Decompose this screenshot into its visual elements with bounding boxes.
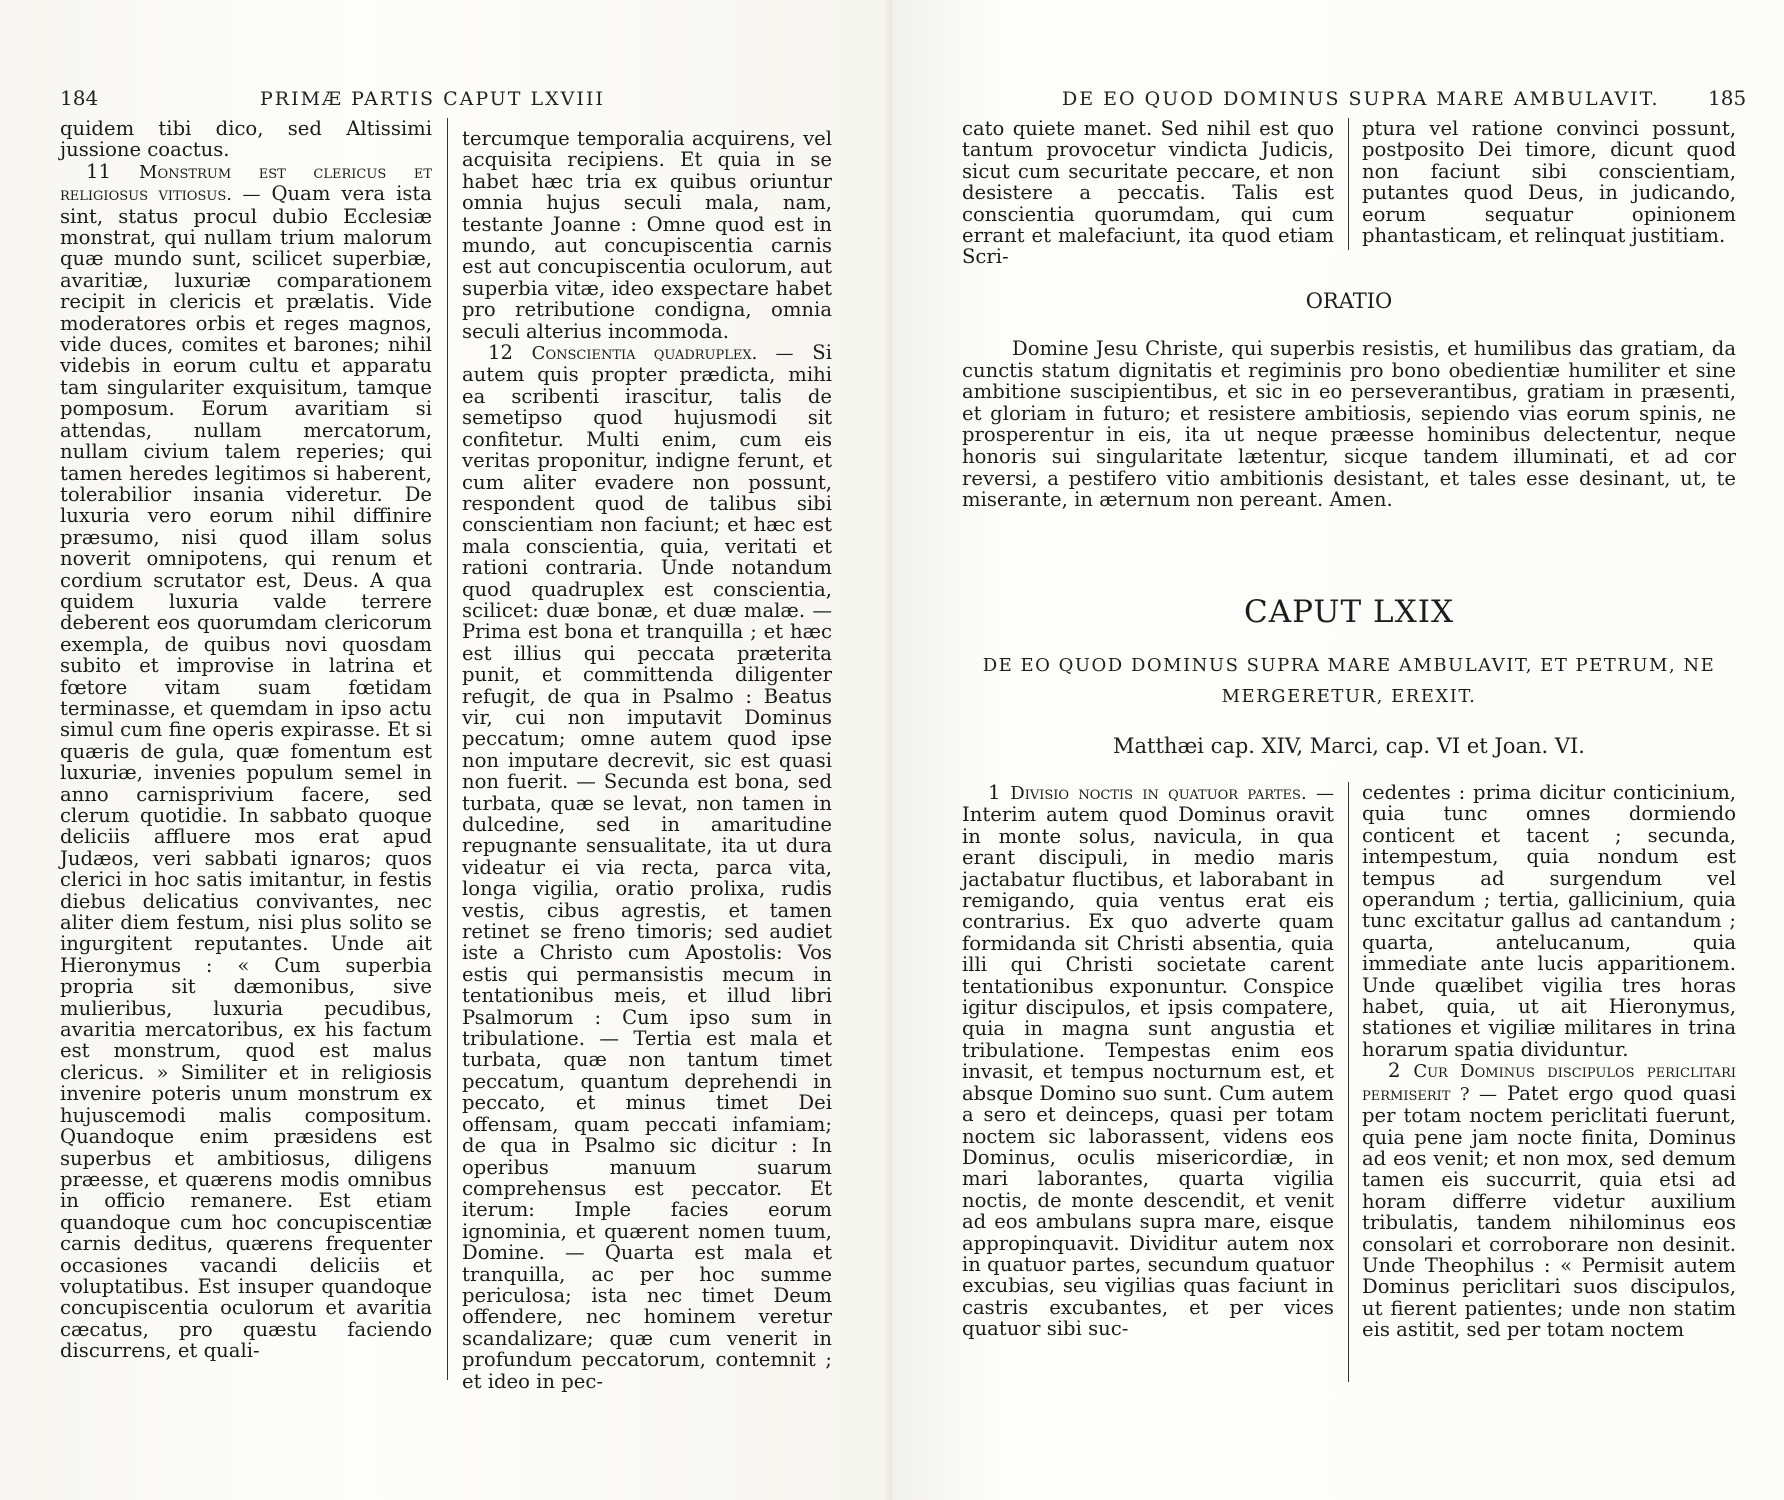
paragraph: cato quiete manet. Sed nihil est quo tantum provocetur vindicta Judicis, sicut cum securitate peccare, et non desistere a peccatis. Talis est conscientia quorumdam, qui cum errant et malefaciunt, ita quod etiam Scri- — [962, 117, 1334, 269]
right-bottom-column-2 — [1362, 782, 1736, 1341]
chapter-sources: Matthæi cap. XIV, Marci, cap. VI et Joan. VI. — [1113, 734, 1585, 758]
column-rule — [1348, 118, 1349, 250]
page-number-right: 185 — [1708, 86, 1747, 110]
paragraph-2 — [1362, 1060, 1736, 1340]
paragraph-text: Si autem quis propter prædicta, mihi ea scribenti irascitur, talis de semetipso quod hujusmodi sit confitetur. Multi enim, cum eis veritas proponitur, indigne ferunt, et cum aliter evadere non possunt, respondent quod de talibus sibi conscientiam non faciunt; et hæc est mala conscientia, quia, veritati et rationi contraria. Unde notandum quod quadruplex est conscientia, scilicet: duæ bonæ, et duæ malæ. — Prima est bona et tranquilla ; et hæc est illius qui peccata præterita punit, et committenda diligenter refugit, de qua in Psalmo : Beatus vir, cui non imputavit Dominus peccatum; omne autem quod ipse non imputare decrevit, sic est quasi non fuerit. — Secunda est bona, sed turbata, quæ se levat, non tamen in dulcedine, sed in amaritudine repugnante sensualitate, ita ut dura videatur ei via recta, parca vita, longa vigilia, oratio prolixa, rudis vestis, cibus agrestis, et tamen retinet se freno timoris; sed audiet iste a Christo cum Apostolis: Vos estis qui permansistis mecum in tentationibus meis, et illud libri Psalmorum : Cum ipso sum in tribulatione. — Tertia est mala et turbata, quæ non tantum timet peccatum, quantum deprehendi in peccato, et minus timet Dei offensam, quam peccati infamiam; de qua in Psalmo sic dicitur : In operibus manuum suarum comprehensus est peccator. Et iterum: Imple facies eorum ignominia, et quærent nomen tuum, Domine. — Quarta est mala et tranquilla, ac per hoc summe periculosa; ista nec timet Deum offendere, nec hominem veretur scandalizare; quæ cum venerit in profundum peccatorum, contemnit ; et ideo in pec- — [462, 341, 832, 1393]
right-top-column-2 — [1362, 118, 1736, 246]
right-top-column-1 — [962, 118, 1334, 268]
paragraph: quidem tibi dico, sed Altissimi jussione coactus. — [60, 117, 432, 162]
oratio-title: ORATIO — [1305, 289, 1393, 313]
paragraph-12 — [462, 342, 832, 1392]
paragraph-text: Patet ergo quod quasi per totam noctem periclitati fuerunt, quia pene jam nocte finita, Dominus ad eos venit; et non mox, sed demum tamen eis succurrit, quia etsi ad horam differre videtur auxilium tribulatis, tandem nihilominus eos consolari et corroborare non desinit. Unde Theophilus : « Permisit autem Dominus periclitari suos discipulos, ut fierent patientes; unde non statim eis astitit, sed per totam noctem — [1362, 1081, 1737, 1342]
column-rule — [447, 118, 448, 1380]
paragraph-number: 11 — [86, 159, 111, 183]
paragraph-text: Quam vera ista sint, status procul dubio Ecclesiæ monstrat, qui nullam trium malorum quæ mundo sunt, scilicet superbiæ, avaritiæ, luxuriæ comparationem recipit in clericis et prælatis. Vide moderatores orbis et reges magnos, vide duces, comites et barones; nihil videbis in eorum cultu et apparatu tam singulariter exquisitum, tamque pomposum. Eorum avaritiam si attendas, nullam mercatorum, nullam civium talem reperies; qui tamen heredes legitimos si haberent, tolerabilior insania videretur. De luxuria vero eorum nihil diffinire præsumo, nisi quod illam solus noverit omnipotens, qui renum et cordium scrutator est, Deus. A qua quidem luxuria valde terrere deberent eos quorumdam clericorum exempla, de quibus novi quosdam subito et improvise in latrina et fœtore vitam suam fœtidam terminasse, et quemdam in ipso actu simul cum fine operis expirasse. Et si quæris de gula, quæ fomentum est luxuriæ, invenies populum semel in anno carnisprivium facere, sed clerum quotidie. In sabbato quoque deliciis affluere mos erat apud Judæos, veri sabbati ignaros; quos clerici in hoc satis imitantur, in festis diebus delicatius convivantes, nec aliter diem festum, nisi plus solito se ingurgitent reputantes. Unde ait Hieronymus : « Cum superbia propria sit dæmonibus, sive mulieribus, luxuria pecudibus, avaritia mercatoribus, ex his factum est monstrum, quod est malus clericus. » Similiter et in religiosis invenire poteris unum monstrum ex hujuscemodi malis compositum. Quandoque enim præsidens est superbus et ambitiosus, diligens præesse, et quærens modis omnibus in officio remanere. Est etiam quandoque cum hoc concupiscentiæ carnis deditus, quærens frequenter occasiones vacandi deliciis et voluptatibus. Est insuper quandoque concupiscentia oculorum et avaritia cæcatus, pro quæstu faciendo discurrens, et quali- — [60, 182, 432, 1363]
left-column-2 — [462, 128, 832, 1392]
oratio-text: Domine Jesu Christe, qui superbis resistis, et humilibus das gratiam, da cunctis statum dignitatis et regiminis pro bono obedientiæ humiliter et sine ambitione suscipientibus, et sic in eo perseverantibus, gratiam in præsenti, et gloriam in futuro; et resistere ambitiosis, sepiendo vias eorum spinis, ne prosperentur in eis, ita ut neque præesse hominibus delectentur, neque honoris sui singularitate lætentur, sicque tandem illuminati, et ad cor reversi, a pestifero vitio ambitionis desistant, et tales esse desinant, ut, te miserante, in æternum non pereant. Amen. — [962, 337, 1736, 512]
paragraph-11 — [60, 161, 432, 1362]
paragraph-heading: Divisio noctis in quatuor partes. — — [1010, 783, 1334, 804]
running-head-right: DE EO QUOD DOMINUS SUPRA MARE AMBULAVIT. — [1062, 88, 1660, 110]
paragraph: ptura vel ratione convinci possunt, postposito Dei timore, dicunt quod non faciunt sibi conscientiam, putantes quod Deus, in judicando, eorum sequatur opinionem phantasticam, et relinquat justitiam. — [1362, 117, 1736, 248]
chapter-subtitle: DE EO QUOD DOMINUS SUPRA MARE AMBULAVIT, ET PETRUM, NE MERGERETUR, EREXIT. — [982, 655, 1716, 707]
running-head-left: PRIMÆ PARTIS CAPUT LXVIII — [260, 88, 605, 110]
column-rule — [1348, 782, 1349, 1382]
chapter-title: CAPUT LXIX — [1243, 594, 1455, 630]
paragraph-1 — [962, 782, 1334, 1340]
paragraph-heading: Monstrum est clericus et religiosus vitiosus. — — [60, 161, 432, 206]
page-number-left: 184 — [60, 86, 99, 110]
paragraph: tercumque temporalia acquirens, vel acquisita recipiens. Et quia in se habet hæc tria ex quibus oriuntur omnia hujus seculi mala, nam, testante Joanne : Omne quod est in mundo, aut concupiscentia carnis est aut concupiscentia oculorum, aut superbia vitæ, ideo exspectare habet pro retributione condigna, omnia seculi alterius incommoda. — [462, 127, 832, 343]
paragraph-heading: Conscientia quadruplex. — — [531, 343, 794, 365]
paragraph-text: Interim autem quod Dominus oravit in monte solus, navicula, in qua erant discipuli, in medio maris jactabatur fluctibus, et laborabant in remigando, quia ventus erat eis contrarius. Ex quo adverte quam formidanda sit Christi absentia, quia illi qui Christi societate carent tentationibus exponuntur. Conspice igitur discipulos, et ipsis compatere, quia in magna sunt angustia et tribulatione. Tempestas enim eos invasit, et tempus nocturnum est, et absque Domino suo sunt. Cum autem a sero et deinceps, quasi per totam noctem sic laborassent, videns eos Dominus, oculis misericordiæ, in mari laborantes, quarta vigilia noctis, de monte descendit, et venit ad eos ambulans supra mare, eisque appropinquavit. Dividitur autem nox in quatuor partes, secundum quatuor excubias, seu vigilias quas faciunt in castris excubantes, et per vices quatuor sibi suc- — [962, 803, 1334, 1341]
paragraph-heading: Cur Dominus discipulos periclitari permiserit ? — — [1362, 1061, 1736, 1105]
paragraph-number: 12 — [488, 341, 513, 365]
right-bottom-column-1 — [962, 782, 1334, 1340]
left-column-1 — [60, 118, 432, 1362]
paragraph-number: 1 — [988, 781, 1001, 804]
paragraph-number: 2 — [1388, 1059, 1401, 1083]
paragraph: cedentes : prima dicitur conticinium, quia tunc omnes dormiendo conticent et tacent ; secunda, intempestum, quia nondum est tempus ad surgendum vel operandum ; tertia, gallicinium, quia tunc excitatur gallus ad cantandum ; quarta, antelucanum, quia immediate ante lucis apparitionem. Unde quælibet vigilia tres horas habet, quia, ut ait Hieronymus, stationes et vigiliæ militares in trina horarum spatia dividuntur. — [1362, 781, 1736, 1061]
